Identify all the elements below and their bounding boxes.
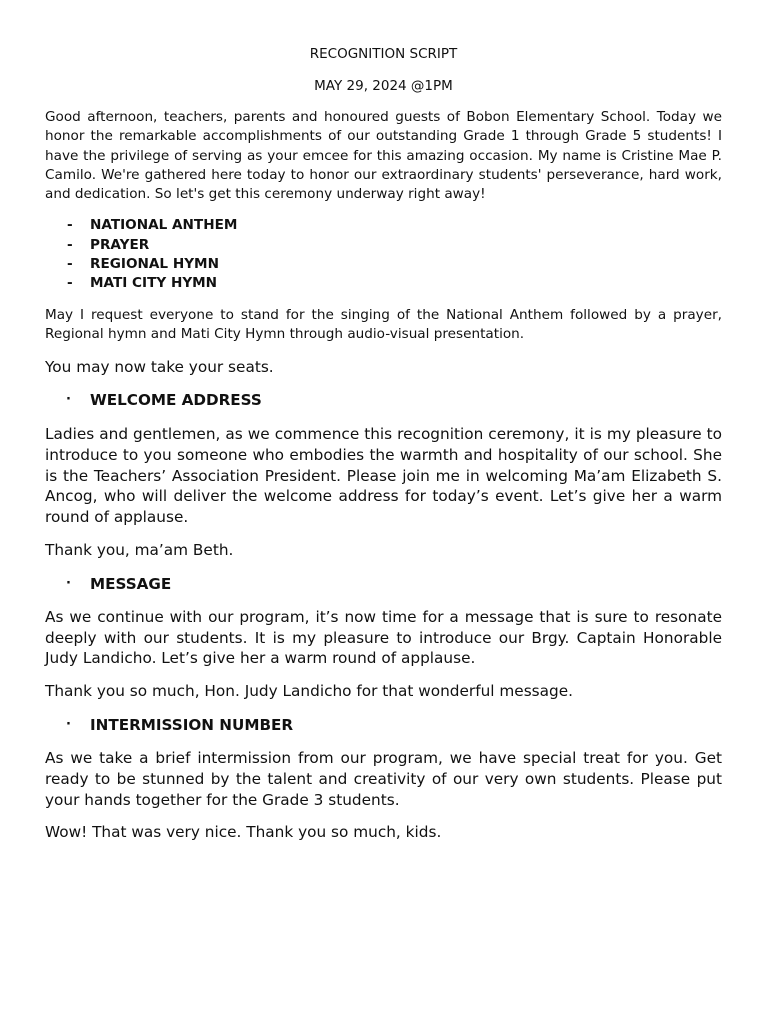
list-item-prayer <box>45 236 722 255</box>
list-item-label: REGIONAL HYMN <box>90 256 219 273</box>
section-heading-label: INTERMISSION NUMBER <box>90 716 294 735</box>
dot-bullet: · <box>66 717 71 733</box>
message-paragraph: As we continue with our program, it’s now time for a message that is sure to resonate deeply with our students. It is my pleasure to introduce our Brgy. Captain Honorable Judy Landicho. Let’s give her a warm round of applause. <box>45 607 722 668</box>
message-thanks-line: Thank you so much, Hon. Judy Landicho for that wonderful message. <box>45 682 574 701</box>
welcome-address-paragraph: Ladies and gentlemen, as we commence this recognition ceremony, it is my pleasure to introduce to you someone who embodies the warmth and hospitality of our school. She is the Teachers’ Association President. Please join me in welcoming Ma’am Elizabeth S. Ancog, who will deliver the welcome address for today’s event. Let’s give her a warm round of applause. <box>45 425 722 527</box>
list-item-label: NATIONAL ANTHEM <box>90 217 238 234</box>
section-heading-welcome-address <box>45 390 722 410</box>
opening-program-list <box>45 216 722 293</box>
list-item-mati-city-hymn <box>45 274 722 293</box>
list-item-label: PRAYER <box>90 236 150 253</box>
dot-bullet: · <box>66 392 71 408</box>
list-item-national-anthem <box>45 216 722 235</box>
intro-paragraph: Good afternoon, teachers, parents and honoured guests of Bobon Elementary School. Today we honor the remarkable accomplishments of our outstanding Grade 1 through Grade 5 students! I have the privilege of serving as your emcee for this amazing occasion. My name is Cristine Mae P. Camilo. We're gathered here today to honor our extraordinary students' perseverance, hard work, and dedication. So let's get this ceremony underway right away! <box>45 109 722 203</box>
event-date: MAY 29, 2024 @1PM <box>314 78 453 94</box>
dash-bullet: - <box>67 256 73 273</box>
section-heading-label: WELCOME ADDRESS <box>90 391 262 410</box>
dot-bullet: · <box>66 575 71 591</box>
welcome-thanks-line: Thank you, ma’am Beth. <box>45 541 234 560</box>
dash-bullet: - <box>67 217 73 234</box>
section-heading-message <box>45 574 722 594</box>
intermission-thanks-line: Wow! That was very nice. Thank you so much, kids. <box>45 823 442 842</box>
document-title: RECOGNITION SCRIPT <box>309 46 458 62</box>
list-item-label: MATI CITY HYMN <box>90 275 218 292</box>
intermission-paragraph: As we take a brief intermission from our program, we have special treat for you. Get ready to be stunned by the talent and creativity of our very own students. Please put your hands together for the Grade 3 students. <box>45 749 722 809</box>
dash-bullet: - <box>67 236 73 253</box>
section-heading-intermission-number <box>45 715 722 735</box>
anthem-request-paragraph: May I request everyone to stand for the singing of the National Anthem followed by a prayer, Regional hymn and Mati City Hymn through audio-visual presentation. <box>45 306 722 342</box>
section-heading-label: MESSAGE <box>90 574 172 593</box>
dash-bullet: - <box>67 275 73 292</box>
seats-line: You may now take your seats. <box>45 358 274 377</box>
list-item-regional-hymn <box>45 255 722 274</box>
